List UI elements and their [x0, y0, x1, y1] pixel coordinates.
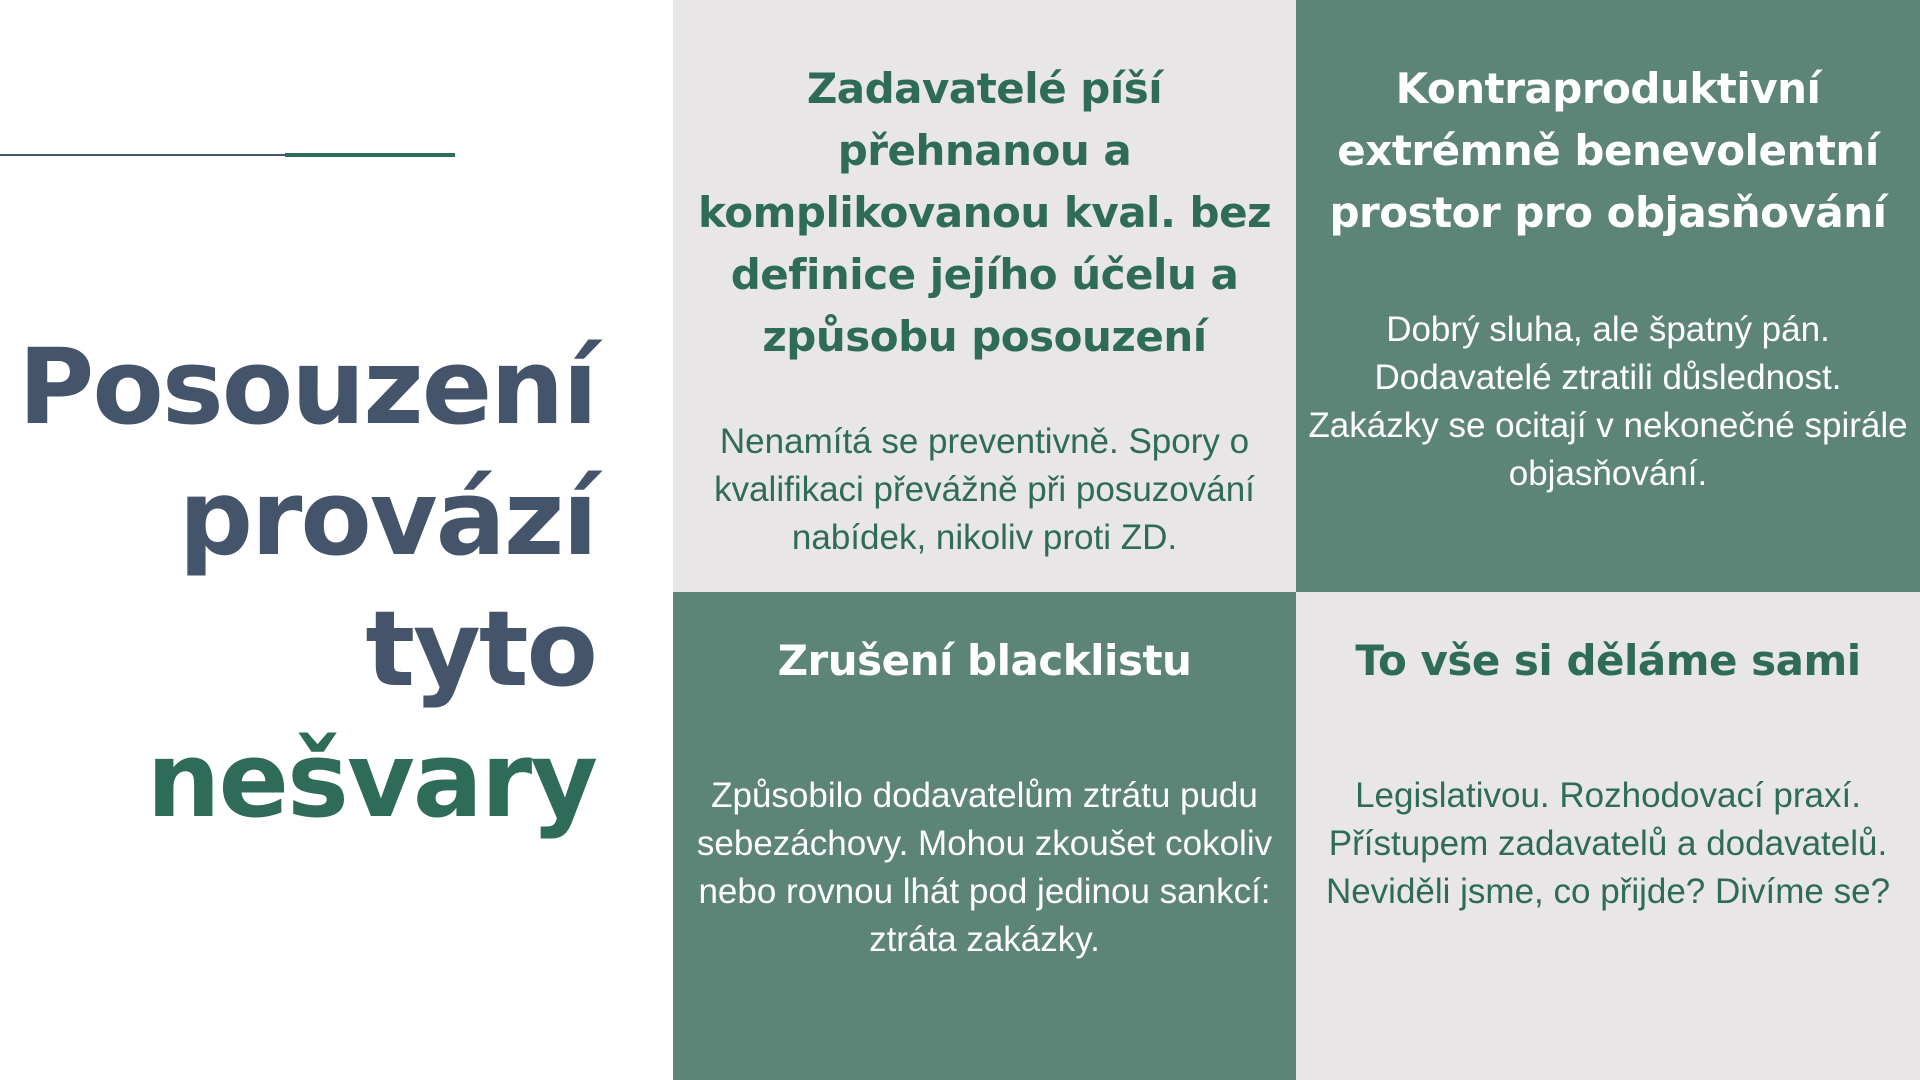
- tile-heading: Zrušení blacklistu: [777, 636, 1192, 685]
- tile-heading: To vše si děláme sami: [1355, 636, 1861, 685]
- decorative-accent-line: [285, 153, 455, 157]
- tile-self-made: [1296, 592, 1920, 1080]
- tile-heading: Kontraproduktivní extrémně benevolentní prostor pro objasňování: [1329, 64, 1887, 237]
- tile-clarification-space: [1296, 0, 1920, 592]
- tile-text: Legislativou. Rozhodovací praxí. Přístupem zadavatelů a dodavatelů. Neviděli jsme, co přijde? Divíme se?: [1325, 776, 1891, 911]
- tile-blacklist-abolition: [673, 592, 1296, 1080]
- tile-text: Dobrý sluha, ale špatný pán. Dodavatelé ztratili důslednost. Zakázky se ocitají v nekonečné spirále objasňování.: [1308, 310, 1908, 493]
- title-line-4: nešvary: [146, 719, 596, 841]
- tile-heading: Zadavatelé píší přehnanou a komplikovanou kval. bez definice jejího účelu a způsobu posouzení: [697, 64, 1272, 361]
- slide-title: [6, 322, 596, 846]
- title-line-1: Posouzení: [18, 326, 596, 448]
- tile-text: Nenamítá se preventivně. Spory o kvalifikaci převážně při posuzování nabídek, nikoliv proti ZD.: [714, 422, 1255, 557]
- tile-complicated-qualification: [673, 0, 1296, 592]
- problem-grid: [673, 0, 1920, 1080]
- title-panel: [0, 0, 672, 1080]
- title-line-2: provází: [178, 457, 596, 579]
- tile-text: Způsobilo dodavatelům ztrátu pudu sebezáchovy. Mohou zkoušet cokoliv nebo rovnou lhát pod jedinou sankcí: ztráta zakázky.: [696, 776, 1273, 959]
- title-line-3: tyto: [365, 588, 596, 710]
